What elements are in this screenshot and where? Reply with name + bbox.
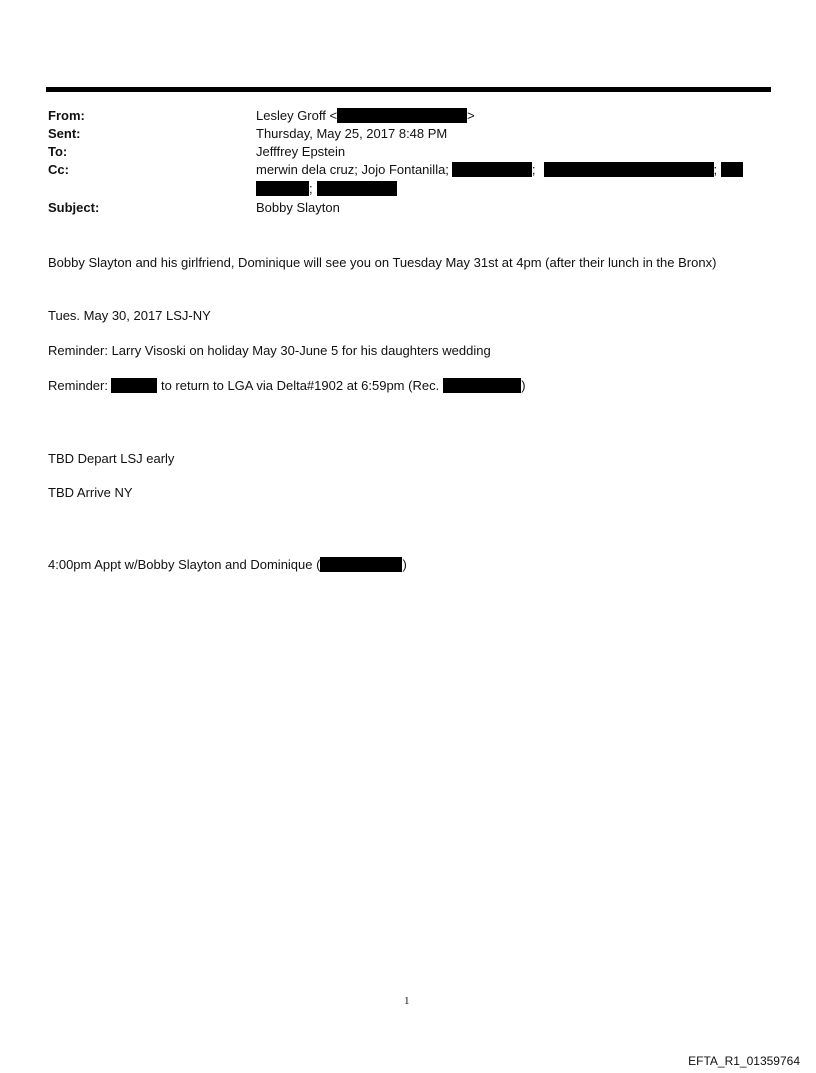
cc-sep: ; [531,162,536,177]
redaction [544,162,714,177]
body-line-4 [48,377,526,395]
subject-label: Subject: [48,200,100,215]
cc-value [256,161,743,179]
redaction [317,181,397,196]
to-row [48,143,768,161]
redaction [337,108,467,123]
cc-label: Cc: [48,162,69,177]
body-line-5: TBD Depart LSJ early [48,451,175,466]
subject-row [48,199,768,217]
cc-row [48,161,768,179]
reminder-text: to return to LGA via Delta#1902 at 6:59pm (Rec. [160,378,440,393]
from-name: Lesley Groff < [256,108,338,123]
redaction [443,378,521,393]
redaction [452,162,532,177]
sent-label: Sent: [48,126,81,141]
redaction [256,181,309,196]
cc-row-continued [48,180,768,198]
cc-sep: ; [309,181,313,196]
sent-value: Thursday, May 25, 2017 8:48 PM [256,126,448,141]
body-line-7 [48,556,407,574]
redaction [111,378,157,393]
bates-number: EFTA_R1_01359764 [688,1054,800,1068]
subject-value: Bobby Slayton [256,200,340,215]
to-label: To: [48,144,68,159]
page-number: 1 [404,995,410,1007]
cc-value-continued [256,180,397,198]
body-line-2: Tues. May 30, 2017 LSJ-NY [48,308,211,323]
from-label: From: [48,108,85,123]
header-rule [46,87,771,92]
body-line-3: Reminder: Larry Visoski on holiday May 30-June 5 for his daughters wedding [48,343,491,358]
reminder-label: Reminder: [48,378,108,393]
from-value [256,107,475,125]
reminder-close: ) [521,378,526,393]
from-row [48,107,768,125]
appt-text: 4:00pm Appt w/Bobby Slayton and Dominique ( [48,557,321,572]
body-line-6: TBD Arrive NY [48,485,133,500]
to-value: Jefffrey Epstein [256,144,346,159]
body-line-1: Bobby Slayton and his girlfriend, Dominique will see you on Tuesday May 31st at 4pm (after their lunch in the Bronx) [48,255,717,270]
redaction [320,557,402,572]
redaction [721,162,743,177]
appt-close: ) [402,557,407,572]
cc-sep: ; [713,162,718,177]
sent-row [48,125,768,143]
cc-names: merwin dela cruz; Jojo Fontanilla; [256,162,449,177]
from-end: > [467,108,475,123]
